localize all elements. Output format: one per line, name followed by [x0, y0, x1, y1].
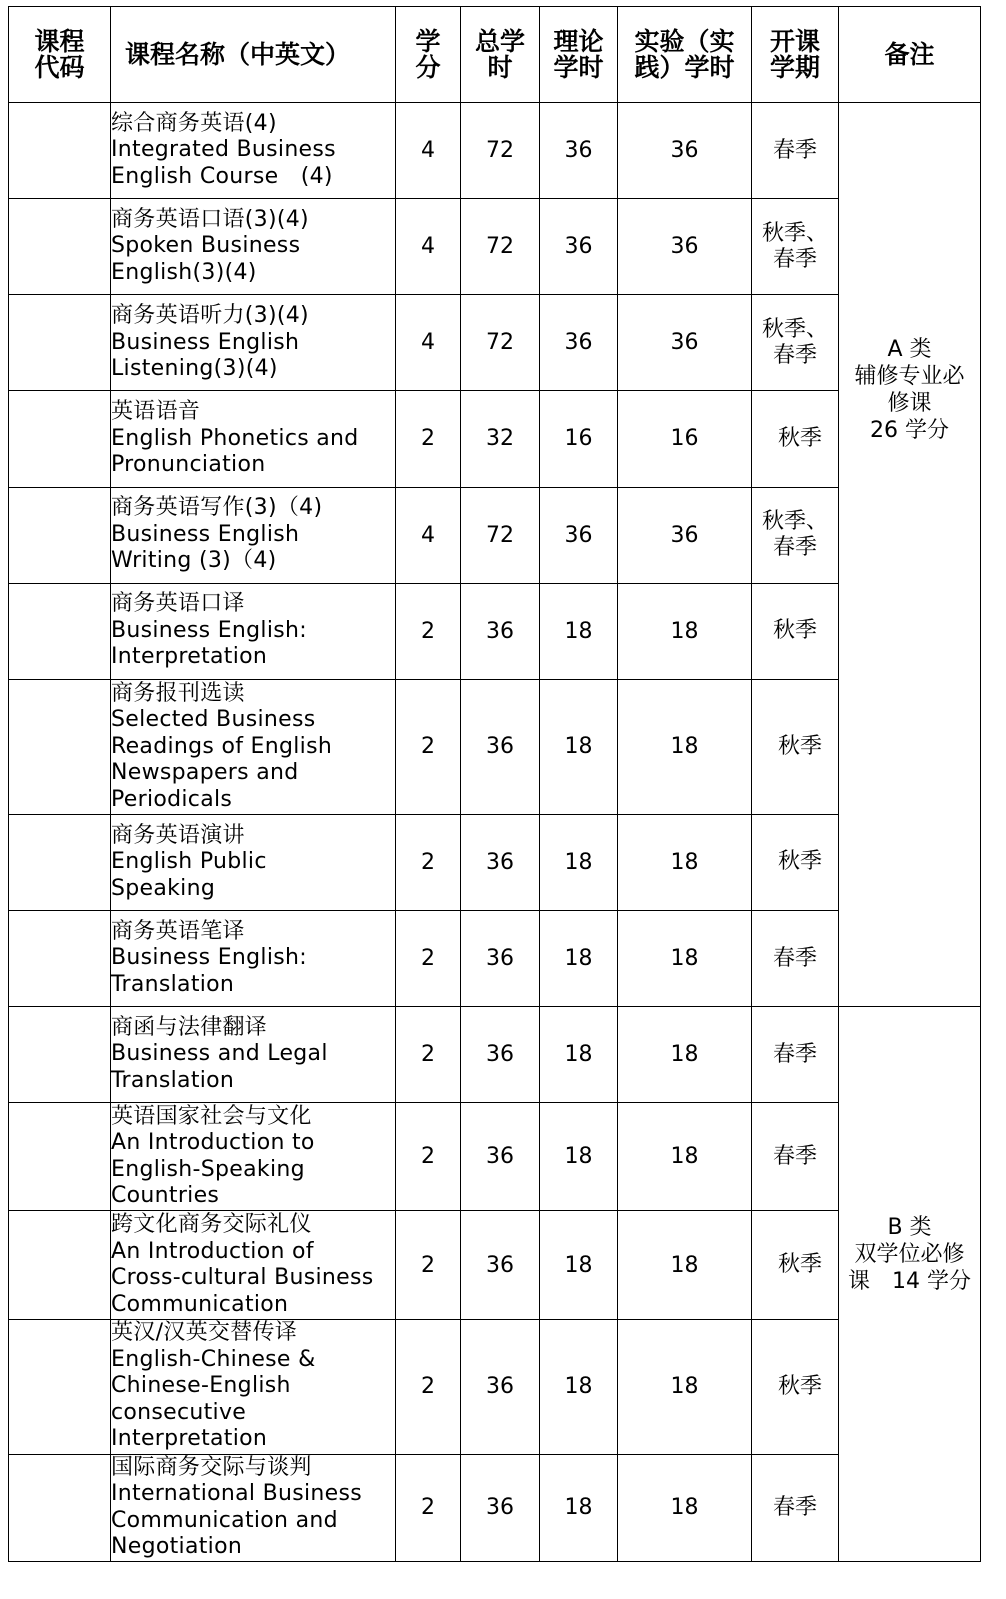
term-cell: 春季 — [752, 1007, 839, 1103]
course-code-cell — [9, 1007, 111, 1103]
course-name-en: English Phonetics and Pronunciation — [111, 425, 359, 478]
course-code-cell — [9, 679, 111, 814]
term-cell: 秋季、 春季 — [752, 487, 839, 583]
practice-hours-cell: 36 — [618, 103, 752, 199]
total-hours-cell: 72 — [461, 295, 540, 391]
course-name-zh: 跨文化商务交际礼仪 — [111, 1212, 312, 1237]
term-cell: 春季 — [752, 911, 839, 1007]
total-hours-cell: 72 — [461, 103, 540, 199]
course-name-zh: 商务英语写作(3)（4) — [111, 495, 323, 521]
total-hours-cell: 72 — [461, 199, 540, 295]
course-name-en: An Introduction of Cross-cultural Business Communication — [111, 1238, 374, 1317]
practice-hours-cell: 18 — [618, 1103, 752, 1211]
term-cell: 秋季、 春季 — [752, 295, 839, 391]
course-name-zh: 英汉/汉英交替传译 — [111, 1320, 298, 1346]
theory-hours-cell: 18 — [540, 1211, 618, 1319]
course-name-en: Business English: Interpretation — [111, 617, 307, 670]
practice-hours-cell: 18 — [618, 1454, 752, 1561]
theory-hours-cell: 36 — [540, 199, 618, 295]
table-row — [9, 199, 981, 295]
header-term: 开课 学期 — [752, 7, 839, 103]
course-name-cell — [111, 1103, 396, 1211]
theory-hours-cell: 18 — [540, 1319, 618, 1454]
course-name-zh: 商务英语听力(3)(4) — [111, 303, 309, 329]
total-hours-cell: 72 — [461, 487, 540, 583]
practice-hours-cell: 36 — [618, 487, 752, 583]
total-hours-cell: 36 — [461, 1211, 540, 1319]
practice-hours-cell: 36 — [618, 295, 752, 391]
header-credit: 学 分 — [396, 7, 461, 103]
course-name-en: International Business Communication and Negotiation — [111, 1481, 363, 1560]
theory-hours-cell: 18 — [540, 1007, 618, 1103]
header-practice-hours: 实验（实 践）学时 — [618, 7, 752, 103]
course-name-cell — [111, 295, 396, 391]
course-name-zh: 英语语音 — [111, 399, 201, 425]
table-row — [9, 1103, 981, 1211]
course-name-en: English Public Speaking — [111, 849, 267, 901]
practice-hours-cell: 18 — [618, 1319, 752, 1454]
course-code-cell — [9, 199, 111, 295]
remark-group-b: B 类 双学位必修 课 14 学分 — [839, 1007, 981, 1562]
course-name-cell — [111, 583, 396, 679]
total-hours-cell: 36 — [461, 1319, 540, 1454]
course-code-cell — [9, 1103, 111, 1211]
term-cell: 秋季 — [752, 391, 839, 487]
table-row — [9, 391, 981, 487]
course-name-zh: 国际商务交际与谈判 — [111, 1454, 312, 1480]
course-code-cell — [9, 583, 111, 679]
table-row — [9, 679, 981, 814]
course-name-cell — [111, 679, 396, 814]
course-code-cell — [9, 295, 111, 391]
practice-hours-cell: 18 — [618, 583, 752, 679]
course-name-zh: 商函与法律翻译 — [111, 1014, 268, 1040]
table-row — [9, 583, 981, 679]
course-name-zh: 商务英语口译 — [111, 591, 245, 617]
total-hours-cell: 36 — [461, 814, 540, 910]
credit-cell: 2 — [396, 1454, 461, 1561]
credit-cell: 2 — [396, 583, 461, 679]
theory-hours-cell: 36 — [540, 487, 618, 583]
term-cell: 春季 — [752, 103, 839, 199]
course-code-cell — [9, 1211, 111, 1319]
practice-hours-cell: 18 — [618, 1211, 752, 1319]
course-name-en: Business English Listening(3)(4) — [111, 329, 300, 382]
course-name-zh: 商务英语口语(3)(4) — [111, 206, 309, 232]
credit-cell: 2 — [396, 391, 461, 487]
course-code-cell — [9, 103, 111, 199]
course-table — [8, 6, 981, 1562]
term-cell: 秋季 — [752, 1319, 839, 1454]
table-row — [9, 911, 981, 1007]
theory-hours-cell: 18 — [540, 583, 618, 679]
practice-hours-cell: 36 — [618, 199, 752, 295]
term-cell: 秋季 — [752, 679, 839, 814]
header-row — [9, 7, 981, 103]
course-name-zh: 综合商务英语(4) — [111, 110, 277, 136]
course-name-en: English-Chinese & Chinese-English consecutive Interpretation — [111, 1346, 316, 1452]
term-cell: 秋季 — [752, 583, 839, 679]
total-hours-cell: 32 — [461, 391, 540, 487]
credit-cell: 2 — [396, 1007, 461, 1103]
course-name-zh: 英语国家社会与文化 — [111, 1103, 312, 1129]
course-name-en: Business English: Translation — [111, 945, 307, 997]
header-total-hours: 总学 时 — [461, 7, 540, 103]
course-name-zh: 商务英语演讲 — [111, 822, 245, 848]
course-name-cell — [111, 391, 396, 487]
course-name-en: Business English Writing (3)（4) — [111, 521, 300, 574]
practice-hours-cell: 16 — [618, 391, 752, 487]
total-hours-cell: 36 — [461, 911, 540, 1007]
total-hours-cell: 36 — [461, 679, 540, 814]
term-cell: 春季 — [752, 1103, 839, 1211]
term-cell: 春季 — [752, 1454, 839, 1561]
course-code-cell — [9, 1454, 111, 1561]
course-name-en: Integrated Business English Course (4) — [111, 137, 336, 189]
course-code-cell — [9, 487, 111, 583]
course-name-cell — [111, 1454, 396, 1561]
credit-cell: 2 — [396, 814, 461, 910]
practice-hours-cell: 18 — [618, 679, 752, 814]
term-cell: 秋季 — [752, 1211, 839, 1319]
course-name-zh: 商务报刊选读 — [111, 680, 245, 706]
course-name-en: Business and Legal Translation — [111, 1041, 328, 1093]
table-row — [9, 103, 981, 199]
header-theory-hours: 理论 学时 — [540, 7, 618, 103]
course-name-cell — [111, 199, 396, 295]
course-name-cell — [111, 487, 396, 583]
credit-cell: 4 — [396, 487, 461, 583]
credit-cell: 4 — [396, 295, 461, 391]
course-name-en: Spoken Business English(3)(4) — [111, 233, 301, 285]
table-row — [9, 295, 981, 391]
total-hours-cell: 36 — [461, 1007, 540, 1103]
theory-hours-cell: 36 — [540, 295, 618, 391]
credit-cell: 4 — [396, 199, 461, 295]
table-row — [9, 1319, 981, 1454]
header-course-code: 课程 代码 — [9, 7, 111, 103]
credit-cell: 2 — [396, 911, 461, 1007]
practice-hours-cell: 18 — [618, 1007, 752, 1103]
course-name-cell — [111, 911, 396, 1007]
table-row — [9, 487, 981, 583]
total-hours-cell: 36 — [461, 583, 540, 679]
header-course-name: 课程名称（中英文） — [111, 7, 396, 103]
course-name-cell — [111, 1211, 396, 1319]
term-cell: 秋季、 春季 — [752, 199, 839, 295]
course-name-cell — [111, 1319, 396, 1454]
practice-hours-cell: 18 — [618, 911, 752, 1007]
course-name-cell — [111, 1007, 396, 1103]
credit-cell: 2 — [396, 1103, 461, 1211]
theory-hours-cell: 16 — [540, 391, 618, 487]
course-code-cell — [9, 391, 111, 487]
course-name-cell — [111, 814, 396, 910]
course-code-cell — [9, 911, 111, 1007]
course-name-en: Selected Business Readings of English Newspapers and Periodicals — [111, 707, 333, 812]
theory-hours-cell: 36 — [540, 103, 618, 199]
course-name-en: An Introduction to English-Speaking Countries — [111, 1130, 315, 1209]
course-code-cell — [9, 814, 111, 910]
table-row — [9, 1007, 981, 1103]
total-hours-cell: 36 — [461, 1103, 540, 1211]
table-row — [9, 814, 981, 910]
total-hours-cell: 36 — [461, 1454, 540, 1561]
term-cell: 秋季 — [752, 814, 839, 910]
course-code-cell — [9, 1319, 111, 1454]
header-remark: 备注 — [839, 7, 981, 103]
credit-cell: 2 — [396, 1319, 461, 1454]
course-name-cell — [111, 103, 396, 199]
theory-hours-cell: 18 — [540, 1454, 618, 1561]
theory-hours-cell: 18 — [540, 679, 618, 814]
credit-cell: 4 — [396, 103, 461, 199]
theory-hours-cell: 18 — [540, 814, 618, 910]
credit-cell: 2 — [396, 679, 461, 814]
theory-hours-cell: 18 — [540, 911, 618, 1007]
table-row — [9, 1211, 981, 1319]
practice-hours-cell: 18 — [618, 814, 752, 910]
course-name-zh: 商务英语笔译 — [111, 918, 245, 944]
table-row — [9, 1454, 981, 1561]
theory-hours-cell: 18 — [540, 1103, 618, 1211]
remark-group-a: A 类 辅修专业必 修课 26 学分 — [839, 103, 981, 1007]
credit-cell: 2 — [396, 1211, 461, 1319]
